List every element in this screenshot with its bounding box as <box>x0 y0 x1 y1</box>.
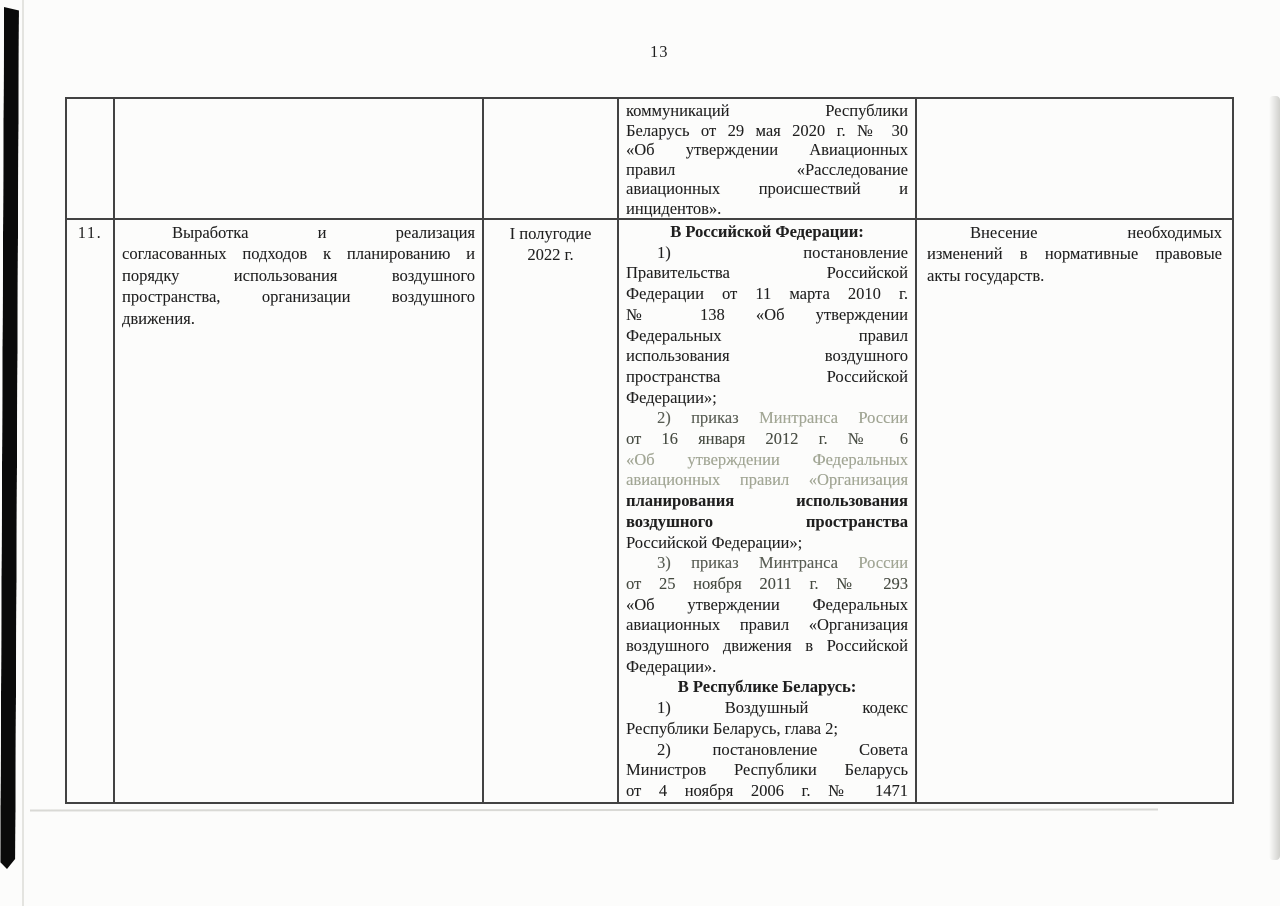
text-line: согласованных подходов к планированию и <box>122 244 475 264</box>
section-header-russian-federation: В Российской Федерации: <box>670 222 864 241</box>
text-line: авиационных правил «Организация <box>626 615 908 635</box>
text-line: 1) Воздушный кодекс <box>657 698 908 718</box>
text-line: Федеральных правил <box>626 325 908 345</box>
text-line: правил «Расследование <box>626 159 908 179</box>
text-line: воздушного движения в Российской <box>626 636 908 656</box>
text-line: Республики Беларусь, глава 2; <box>626 718 838 738</box>
text-line: «Об утверждении Авиационных <box>626 140 908 160</box>
cell-task <box>113 220 482 802</box>
text-line: Федерации»; <box>626 387 717 407</box>
text-line: I полугодие <box>509 224 592 243</box>
text-line: от 16 января 2012 г. № 6 <box>626 429 908 449</box>
text-line: авиационных происшествий и <box>626 179 908 199</box>
text-line: 2022 г. <box>527 245 574 265</box>
text-segment-faded: Минтранса России <box>758 408 908 428</box>
text-line: Беларусь от 29 мая 2020 г. № 30 <box>626 120 908 140</box>
row-number: 11. <box>77 223 103 242</box>
paper-edge-line <box>22 0 24 906</box>
page-number: 13 <box>650 42 669 61</box>
scan-edge-artifact <box>0 7 19 869</box>
text-segment-faded: России <box>858 553 908 573</box>
cell-legal-basis <box>617 99 915 218</box>
text-line-faded: «Об утверждении Федеральных <box>626 449 908 469</box>
text-line: пространства Российской <box>626 366 908 386</box>
table-row-continuation <box>67 99 1232 218</box>
text-line: изменений в нормативные правовые <box>927 244 1222 264</box>
cell-task-empty <box>113 99 482 218</box>
text-line-faded: авиационных правил «Организация <box>626 470 908 490</box>
text-line: 1) постановление <box>657 242 908 262</box>
text-line: Правительства Российской <box>626 263 908 283</box>
text-line: № 138 «Об утверждении <box>626 304 908 324</box>
cell-legal-basis <box>617 220 915 802</box>
text-segment: 3) приказ Минтранса <box>657 553 859 573</box>
table-row-11 <box>67 218 1232 802</box>
text-line: акты государств. <box>927 265 1045 285</box>
text-line: планирования использования <box>626 491 908 511</box>
cell-period-empty <box>482 99 617 218</box>
section-header-republic-belarus: В Республике Беларусь: <box>677 677 857 697</box>
text-line: Министров Республики Беларусь <box>626 760 908 780</box>
text-line: от 4 ноября 2006 г. № 1471 <box>626 780 908 800</box>
text-line: движения. <box>122 308 195 328</box>
text-line: Российской Федерации»; <box>626 532 803 552</box>
text-line: использования воздушного <box>626 346 908 366</box>
cell-expected-result <box>915 220 1232 802</box>
cell-row-number <box>67 220 113 802</box>
text-line <box>626 408 908 429</box>
text-line: инцидентов». <box>626 198 722 218</box>
text-line: 2) постановление Совета <box>657 739 908 759</box>
text-line: Внесение необходимых <box>970 223 1222 242</box>
text-line: Выработка и реализация <box>172 223 475 242</box>
text-segment: 2) приказ <box>657 408 759 428</box>
text-line: «Об утверждении Федеральных <box>626 594 908 614</box>
text-line: от 25 ноября 2011 г. № 293 <box>626 573 908 593</box>
text-line <box>626 553 908 574</box>
text-line: порядку использования воздушного <box>122 265 475 285</box>
text-line: пространства, организации воздушного <box>122 287 475 307</box>
text-line: Федерации». <box>626 656 717 676</box>
cell-number-empty <box>67 99 113 218</box>
scan-smudge-line <box>30 809 1158 812</box>
schedule-table <box>65 97 1234 804</box>
text-line: коммуникаций Республики <box>626 101 908 120</box>
cell-result-empty <box>915 99 1232 218</box>
page-right-shadow <box>1269 96 1280 860</box>
cell-period <box>482 220 617 802</box>
text-line: воздушного пространства <box>626 511 908 531</box>
text-line: Федерации от 11 марта 2010 г. <box>626 284 908 304</box>
